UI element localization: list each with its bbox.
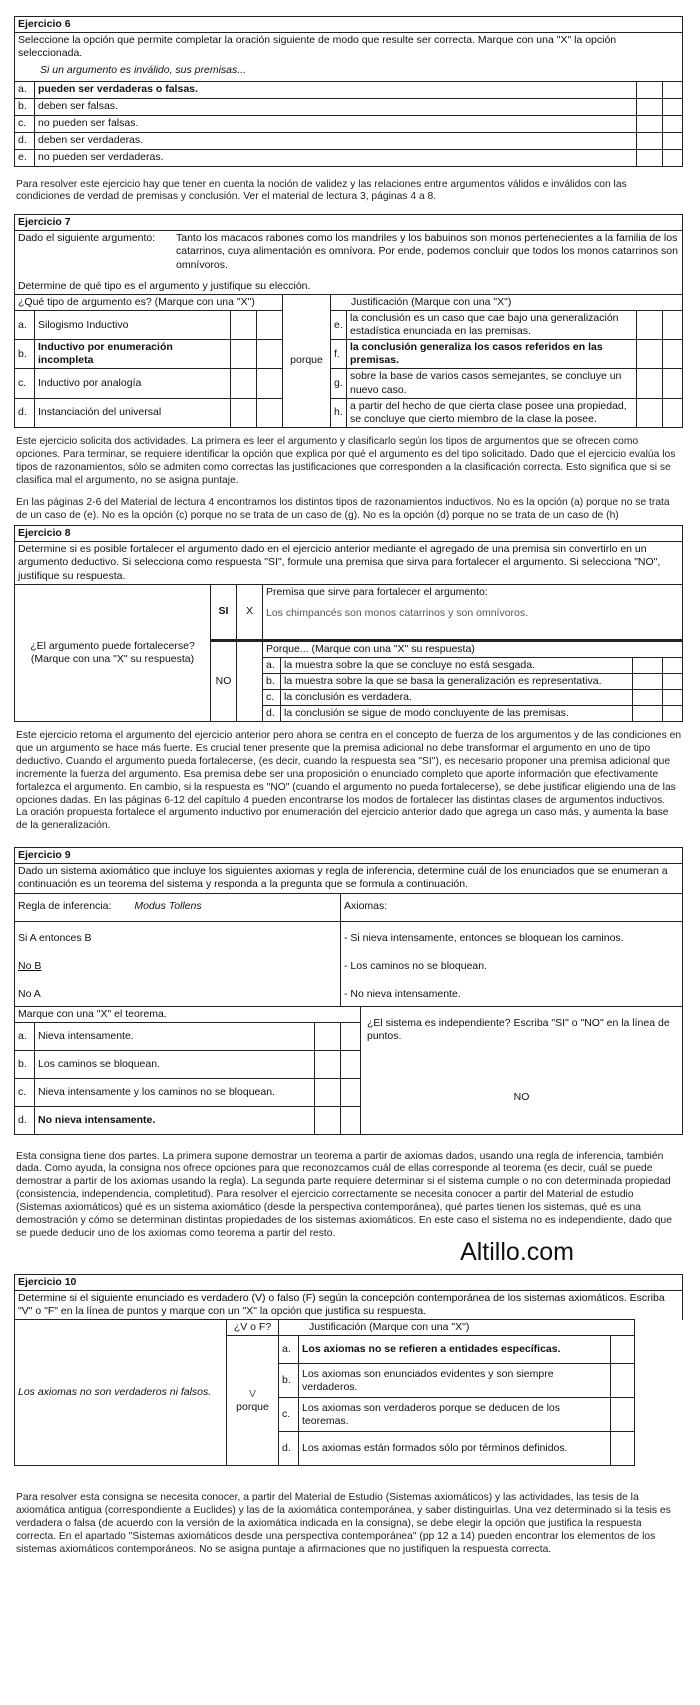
exercise-9-table <box>14 847 683 1135</box>
exercise-6-title: Ejercicio 6 <box>15 17 683 33</box>
type-row[interactable]: a. Silogismo Inductivo e. la conclusión es un caso que cae bajo una generalización estadística enunciada en las premisas. <box>15 310 683 339</box>
axiom-line: - No nieva intensamente. <box>344 987 461 1000</box>
exercise-10-note: Para resolver esta consigna se necesita conocer, a partir del Material de Estudio (Sistemas axiomáticos) y las actividades, las tesis de la axiomática antigua (correspondiente a Euclides) y las de la axiomática contemporánea, y saber distinguirlas. Una vez determinado si la tesis es verdadera o falsa (de acuerdo con la versión de la axiomática indicada en la consigna), se debe elegir la opción que justifica la respuesta correcta. En el apartado "Sistemas axiomáticos desde una perspectiva contemporánea" (pp 12 a 14) pueden encontrar los elementos de los sistemas axiomáticos contemporáneos. No se asigna puntaje a afirmaciones que no justifiquen la respuesta correcta. <box>16 1492 671 1555</box>
justification-row[interactable]: c. Los axiomas son verdaderos porque se deducen de los teoremas. <box>15 1398 683 1432</box>
exercise-9-prompt: Dado un sistema axiomático que incluye los siguientes axiomas y regla de inferencia, determine cuál de los enunciados que se enumeran a continuación es un teorema del sistema y responda a la pregunta que se formula a continuación. <box>15 864 683 893</box>
independent-question: ¿El sistema es independiente? Escriba "SI" o "NO" en la línea de puntos. <box>367 1016 670 1042</box>
premise-answer[interactable]: Los chimpancés son monos catarrinos y son omnívoros. <box>266 606 529 619</box>
mark-box[interactable] <box>637 81 663 98</box>
exercise-10-title: Ejercicio 10 <box>15 1274 683 1290</box>
mark-box[interactable] <box>231 340 257 369</box>
mark-box[interactable] <box>231 310 257 339</box>
exercise-9-title: Ejercicio 9 <box>15 848 683 864</box>
document-page <box>14 16 694 1557</box>
mark-box[interactable] <box>637 115 663 132</box>
exercise-6-prompt: Seleccione la opción que permite completar la oración siguiente de modo que resulte ser correcta. Marque con una "X" la opción seleccionada. Si un argumento es inválido, sus premisas... <box>15 33 683 81</box>
type-row[interactable]: b. Inductivo por enumeración incompleta f. la conclusión generaliza los casos referidos en las premisas. <box>15 340 683 369</box>
mark-theorem-label: Marque con una "X" el teorema. <box>15 1006 361 1022</box>
si-label: SI <box>211 584 237 640</box>
option-row[interactable]: c. no pueden ser falsas. <box>15 115 683 132</box>
porque-label: porque <box>283 294 331 427</box>
si-mark[interactable]: X <box>237 584 263 640</box>
no-label: NO <box>211 640 237 722</box>
type-row[interactable]: c. Inductivo por analogía g. sobre la base de varios casos semejantes, se concluye un nuevo caso. <box>15 369 683 398</box>
mark-box[interactable] <box>231 398 257 427</box>
axiom-line: - Si nieva intensamente, entonces se bloquean los caminos. <box>344 931 624 944</box>
mark-box[interactable] <box>637 369 663 398</box>
exercise-9-note: Esta consigna tiene dos partes. La primera supone demostrar un teorema a partir de axiomas dados, usando una regla de inferencia, también dada. Como ayuda, la consigna nos ofrece opciones para que reconozcamos cuál de ellas corresponde al teorema (es decir, cuál se puede demostrar a partir de los axiomas usando la regla). La segunda parte requiere determinar si el sistema cumple o no con determinada propiedad (consistencia, independencia, completitud). Para resolver el ejercicio correctamente se necesita conocer a partir del Material de estudio (Sistemas axiomáticos) qué es un sistema axiomático (desde la perspectiva contemporánea), qué partes tienen los sistemas, qué es una demostración y cómo se determinan distintas propiedades de los sistemas axiomáticos. En este caso el sistema no es independiente, dado que se puede deducir uno de los axiomas como teorema a partir del resto. <box>16 1150 672 1239</box>
no-mark[interactable] <box>237 640 263 722</box>
vf-answer[interactable]: V <box>248 1387 256 1400</box>
mark-box[interactable] <box>633 657 663 673</box>
exercise-8-note-2: La oración propuesta fortalece el argumento inductivo por enumeración del ejercicio anterior dado que agrega un caso más, y aumenta la base de la generalización. <box>16 807 669 832</box>
exercise-6-stem: Si un argumento es inválido, sus premisas... <box>40 64 247 77</box>
mark-box[interactable] <box>611 1336 635 1364</box>
exercise-6-table <box>14 16 683 167</box>
type-header: ¿Qué tipo de argumento es? (Marque con una "X") <box>15 294 283 310</box>
premise-label: Premisa que sirve para fortalecer el argumento: <box>266 585 488 598</box>
exercise-6-note: Para resolver este ejercicio hay que tener en cuenta la noción de validez y las relaciones entre argumentos válidos e inválidos con las condiciones de verdad de premisas y conclusión. Ver el material de lectura 3, páginas 4 a 8. <box>16 178 627 203</box>
justification-row[interactable]: V porque a. Los axiomas no se refieren a entidades específicas. <box>15 1336 683 1364</box>
mark-box[interactable] <box>637 132 663 149</box>
rule-line: No B <box>18 959 42 972</box>
can-strengthen-question: ¿El argumento puede fortalecerse? (Marque con una "X" su respuesta) <box>15 584 211 722</box>
mark-box[interactable] <box>315 1050 341 1078</box>
option-row[interactable]: d. deben ser verdaderas. <box>15 132 683 149</box>
mark-box[interactable] <box>637 340 663 369</box>
justification-header: Justificación (Marque con una "X") <box>279 1320 635 1336</box>
mark-box[interactable] <box>315 1078 341 1106</box>
exercise-8-table <box>14 525 683 722</box>
statement: Los axiomas no son verdaderos ni falsos. <box>15 1320 227 1466</box>
mark-box[interactable] <box>315 1106 341 1134</box>
porque-header: Porque... (Marque con una "X" su respuesta) <box>263 640 683 657</box>
option-row[interactable]: b. deben ser falsas. <box>15 98 683 115</box>
mark-box[interactable] <box>315 1022 341 1050</box>
mark-box[interactable] <box>611 1398 635 1432</box>
justification-header: Justificación (Marque con una "X") <box>331 294 683 310</box>
reason-row[interactable]: a. la muestra sobre la que se concluye no está sesgada. <box>15 657 683 673</box>
axioms-label: Axiomas: <box>341 893 683 921</box>
type-row[interactable]: d. Instanciación del universal h. a partir del hecho de que cierta clase posee una propiedad, se concluye que cierto miembro de la clase la posee. <box>15 398 683 427</box>
mark-box[interactable] <box>611 1364 635 1398</box>
porque-label: porque <box>236 1400 269 1413</box>
theorem-row[interactable]: a. Nieva intensamente. <box>15 1022 683 1050</box>
axiom-line: - Los caminos no se bloquean. <box>344 959 488 972</box>
exercise-10-prompt: Determine si el siguiente enunciado es verdadero (V) o falso (F) según la concepción contemporánea de los sistemas axiomáticos. Escriba "V" o "F" en la línea de puntos y marque con un "X" la opción que justifica su respuesta. <box>15 1291 683 1320</box>
justification-row[interactable]: d. Los axiomas están formados sólo por términos definidos. <box>15 1432 683 1466</box>
rule-label: Regla de inferencia: <box>18 900 112 913</box>
mark-box[interactable] <box>633 690 663 706</box>
mark-box[interactable] <box>637 398 663 427</box>
exercise-8-note: Este ejercicio retoma el argumento del ejercicio anterior pero ahora se centra en el concepto de fuerza de los argumentos y de las condiciones en que un argumento se hace más fuerte. Es crucial tener presente que la premisa adicional no debe transformar el argumento en uno de tipo deductivo. Cuando el argumento pueda fortalecerse, (es decir, cuando la respuesta sea "SI"), es necesario proponer una premisa adicional que incremente la fuerza del argumento. Esa premisa debe ser una proposición o enunciado completo que aporte información que efectivamente fortalezca el argumento. En cambio, si la respuesta es "NO" (cuando el argumento no pueda fortalecerse), se debe justificar eligiendo una de las opciones dadas. En las páginas 6-12 del capítulo 4 pueden encontrarse los modos de fortalecer las distintas clases de argumentos inductivos. <box>16 730 682 806</box>
reason-row[interactable]: d. la conclusión se sigue de modo concluyente de las premisas. <box>15 706 683 722</box>
independent-answer[interactable]: NO <box>513 1090 530 1103</box>
theorem-row[interactable]: c. Nieva intensamente y los caminos no se bloquean. <box>15 1078 683 1106</box>
exercise-8-prompt: Determine si es posible fortalecer el argumento dado en el ejercicio anterior mediante el agregado de una premisa sin convertirlo en un argumento deductivo. Si selecciona como respuesta "SI", formule una premisa que sirva para fortalecer el argumento. Si selecciona "NO", justifique su respuesta. <box>15 542 683 584</box>
exercise-8-title: Ejercicio 8 <box>15 526 683 542</box>
reason-row[interactable]: b. la muestra sobre la que se basa la generalización es representativa. <box>15 673 683 689</box>
theorem-row[interactable]: d. No nieva intensamente. <box>15 1106 683 1134</box>
exercise-7-note: Este ejercicio solicita dos actividades. La primera es leer el argumento y clasificarlo según los tipos de argumentos que se ofrecen como opciones. Para terminar, se requiere identificar la opción que explica por qué el argumento es del tipo solicitado. Dado que el ejercicio evalúa los tipos de razonamientos, sólo se admiten como correctas las justificaciones que corresponden a la clasificación correcta. Esto significa que si se clasifica mal el argumento, no se asigna puntaje. <box>16 435 676 486</box>
exercise-10-table <box>14 1274 683 1467</box>
theorem-row[interactable]: b. Los caminos se bloquean. <box>15 1050 683 1078</box>
reason-row[interactable]: c. la conclusión es verdadera. <box>15 690 683 706</box>
option-row[interactable]: e. no pueden ser verdaderas. <box>15 149 683 166</box>
exercise-7-note-2: En las páginas 2-6 del Material de lectura 4 encontramos los distintos tipos de razonamientos inductivos. No es la opción (a) porque no se trata de un caso de (e). No es la opción (c) porque no se trata de un caso de (g). No es la opción (d) porque no se trata de un caso de (h) <box>16 497 670 522</box>
argument-text: Tanto los macacos rabones como los mandriles y los babuinos son monos pertenecientes a la familia de los catarrinos, cuya alimentación es omnívora. Por ende, podemos concluir que todos los monos catarrinos son omnívoros. <box>176 232 678 271</box>
mark-box[interactable] <box>633 673 663 689</box>
option-row[interactable]: a. pueden ser verdaderas o falsas. <box>15 81 683 98</box>
rule-line: Si A entonces B <box>18 931 92 944</box>
justification-row[interactable]: b. Los axiomas son enunciados evidentes y son siempre verdaderos. <box>15 1364 683 1398</box>
mark-box[interactable] <box>611 1432 635 1466</box>
vf-header: ¿V o F? <box>227 1320 279 1336</box>
exercise-7-table <box>14 214 683 428</box>
exercise-7-title: Ejercicio 7 <box>15 215 683 231</box>
rule-line: No A <box>18 987 41 1000</box>
given-label: Dado el siguiente argumento: <box>18 232 156 245</box>
mark-box[interactable] <box>633 706 663 722</box>
altillo-watermark: Altillo.com <box>460 1237 574 1266</box>
mark-box[interactable] <box>231 369 257 398</box>
exercise-7-instruction: Determine de qué tipo es el argumento y justifique su elección. <box>18 279 311 292</box>
mark-box[interactable] <box>637 310 663 339</box>
rule-name: Modus Tollens <box>134 900 202 913</box>
mark-box[interactable] <box>637 149 663 166</box>
mark-box[interactable] <box>637 98 663 115</box>
